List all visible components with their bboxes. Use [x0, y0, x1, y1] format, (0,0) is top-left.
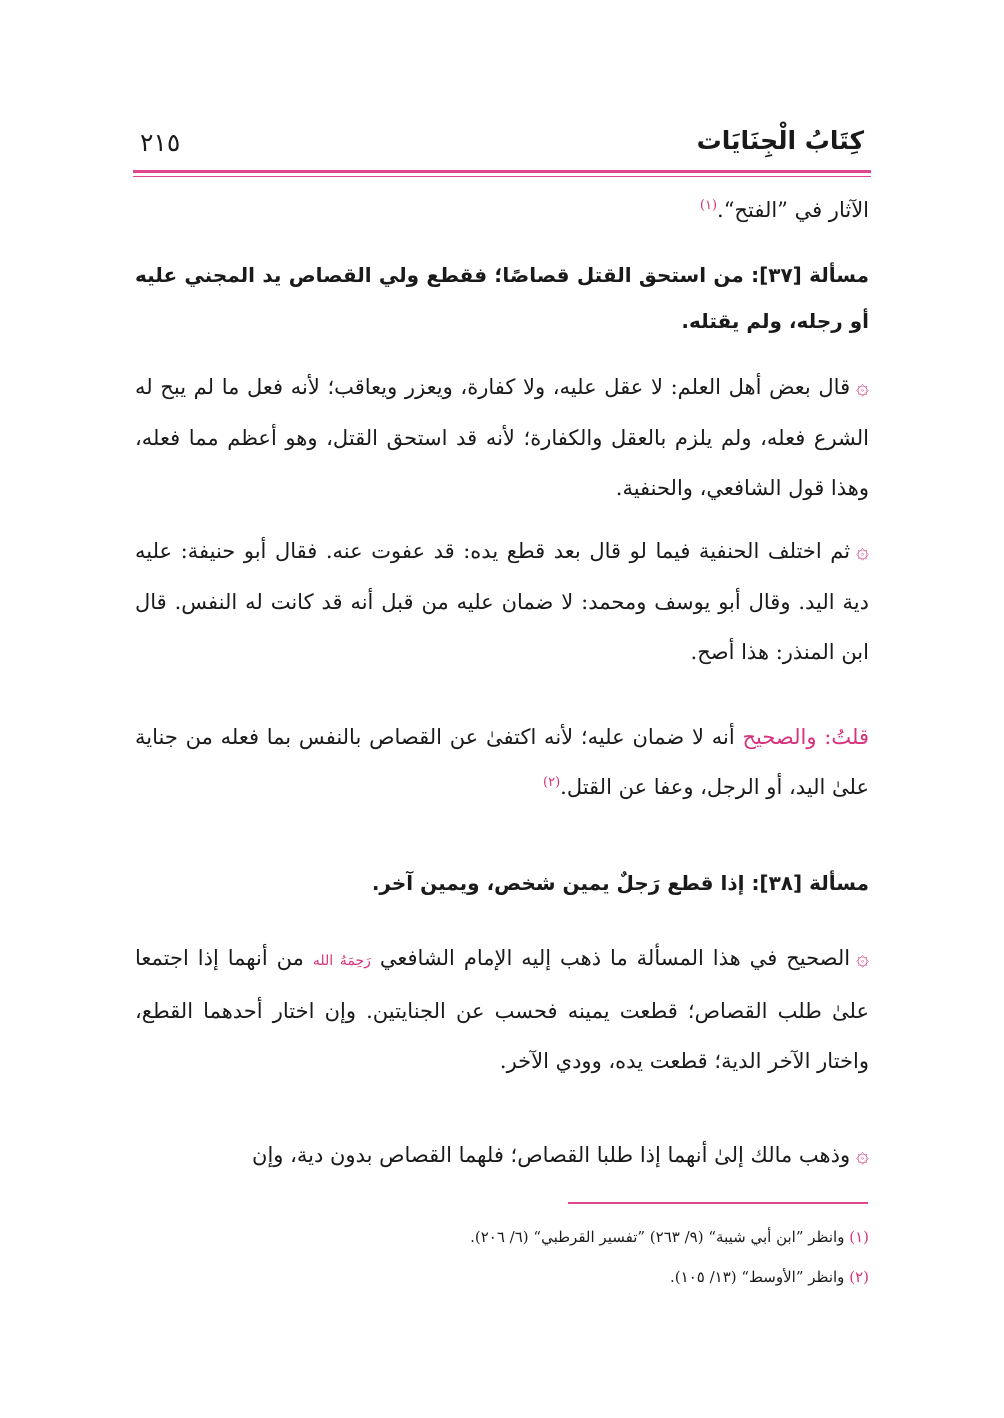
paragraph-1	[135, 362, 869, 513]
masala-37-label: مسألة [٣٧]:	[751, 263, 869, 287]
paragraph-1-text: قال بعض أهل العلم: لا عقل عليه، ولا كفارة، ويعزر ويعاقب؛ لأنه فعل ما لم يبح له الشرع فعله، ولم يلزم بالعقل والكفارة؛ لأنه قد استحق القتل، وهو أعظم مما فعله، وهذا قول الشافعي، والحنفية.	[135, 375, 869, 500]
footnote-ref-1[interactable]: (١)	[699, 198, 718, 213]
masala-38-heading	[135, 860, 869, 906]
footnote-1-text: وانظر ”ابن أبي شيبة“ (٩/ ٢٦٣) ”تفسير القرطبي“ (٦/ ٢٠٦).	[470, 1228, 845, 1246]
footnote-2-number: (٢)	[849, 1268, 869, 1286]
header-rule-thick	[133, 170, 871, 173]
footnote-2	[670, 1266, 869, 1288]
honorific-glyph: رَحِمَهُ الله	[312, 953, 371, 969]
paragraph-2	[135, 526, 869, 677]
flower-marker-icon: ۞	[856, 1143, 869, 1168]
chapter-title: كِتَابُ الْجِنَايَات	[696, 126, 864, 155]
intro-line	[135, 185, 869, 235]
footnote-1-number: (١)	[849, 1228, 869, 1246]
qultu-lead: قلتُ: والصحيح	[742, 725, 869, 749]
footnote-ref-2[interactable]: (٢)	[543, 775, 561, 790]
flower-marker-icon: ۞	[856, 539, 869, 564]
paragraph-5	[135, 1130, 869, 1181]
intro-text: الآثار في ”الفتح“.	[717, 198, 869, 222]
footnote-1	[470, 1226, 869, 1248]
paragraph-2-text: ثم اختلف الحنفية فيما لو قال بعد قطع يده: قد عفوت عنه. فقال أبو حنيفة: عليه دية اليد. وقال أبو يوسف ومحمد: لا ضمان عليه من قبل أنه قد كانت له النفس. قال ابن المنذر: هذا أصح.	[135, 539, 869, 664]
masala-37-title: من استحق القتل قصاصًا؛ فقطع ولي القصاص يد المجني عليه أو رجله، ولم يقتله.	[135, 263, 869, 333]
paragraph-3-text: أنه لا ضمان عليه؛ لأنه اكتفىٰ عن القصاص بالنفس بما فعله من جناية علىٰ اليد، أو الرجل، وعفا عن القتل.	[135, 725, 869, 799]
header-rule-thin	[133, 176, 871, 177]
masala-38-label: مسألة [٣٨]:	[751, 871, 869, 895]
paragraph-3	[135, 712, 869, 812]
page-number: ٢١٥	[140, 128, 181, 157]
paragraph-5-text: وذهب مالك إلىٰ أنهما إذا طلبا القصاص؛ فلهما القصاص بدون دية، وإن	[252, 1143, 851, 1167]
flower-marker-icon: ۞	[856, 946, 869, 971]
paragraph-4-after: من أنهما إذا اجتمعا علىٰ طلب القصاص؛ قطعت يمينه فحسب عن الجنايتين. وإن اختار أحدهما القطع، واختار الآخر الدية؛ قطعت يده، وودي الآخر.	[135, 946, 869, 1073]
footnote-separator	[568, 1202, 868, 1204]
paragraph-4-before: الصحيح في هذا المسألة ما ذهب إليه الإمام الشافعي	[379, 946, 851, 970]
flower-marker-icon: ۞	[856, 375, 869, 400]
masala-38-title: إذا قطع رَجلٌ يمين شخص، ويمين آخر.	[371, 871, 745, 895]
paragraph-4	[135, 933, 869, 1086]
footnote-2-text: وانظر ”الأوسط“ (١٣/ ١٠٥).	[670, 1268, 845, 1286]
masala-37-heading	[135, 252, 869, 344]
